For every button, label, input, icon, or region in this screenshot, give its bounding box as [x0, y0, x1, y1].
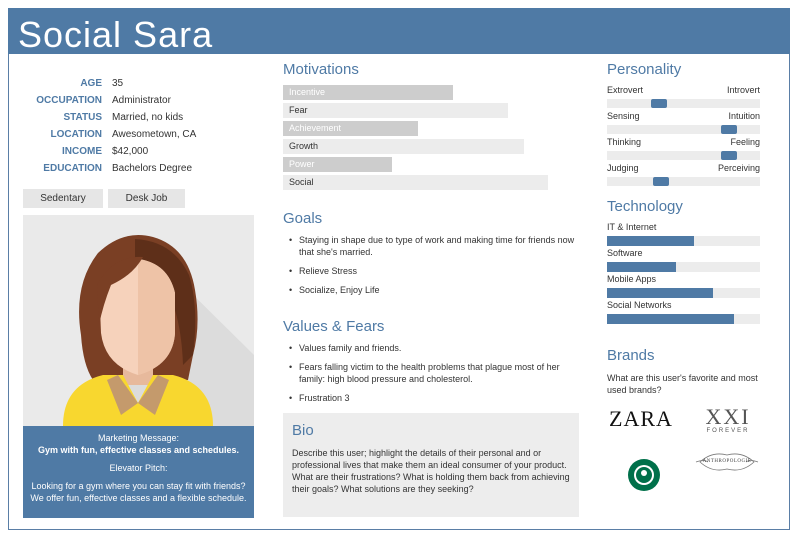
motivation-bar: Growth	[283, 139, 524, 154]
tag-sedentary: Sedentary	[23, 189, 103, 208]
personality-marker	[653, 177, 669, 186]
tag-desk-job: Desk Job	[108, 189, 185, 208]
demographic-key: OCCUPATION	[36, 95, 102, 106]
forever21-logo-wordmark: FOREVER	[706, 428, 750, 434]
technology-track	[607, 236, 760, 246]
personality-right-label: Introvert	[726, 85, 760, 95]
technology-fill	[607, 314, 734, 324]
technology-fill	[607, 288, 713, 298]
value-fear-item: • Values family and friends.	[283, 342, 583, 354]
avatar-illustration	[23, 215, 254, 426]
forever21-logo-numerals: XXI	[705, 404, 751, 429]
technology-fill	[607, 262, 676, 272]
personality-right-label: Intuition	[728, 111, 760, 121]
motivation-bar: Incentive	[283, 85, 453, 100]
demographic-value: Married, no kids	[112, 112, 184, 123]
anthropologie-logo	[692, 449, 762, 475]
demographic-key: AGE	[80, 78, 102, 89]
technology-track	[607, 314, 760, 324]
values-fears-list	[283, 342, 583, 411]
demographic-row	[20, 112, 250, 129]
demographic-row	[20, 129, 250, 146]
personality-track	[607, 177, 760, 186]
personality-left-label: Thinking	[607, 137, 642, 147]
personality-scale	[607, 163, 760, 186]
technology-title: Technology	[607, 198, 683, 215]
personality-left-label: Sensing	[607, 111, 640, 121]
forever21-logo	[698, 406, 758, 434]
motivation-bar: Power	[283, 157, 392, 172]
personality-title: Personality	[607, 61, 682, 78]
pitch-title: Elevator Pitch:	[109, 463, 168, 473]
demographics	[20, 78, 250, 180]
personality-track	[607, 125, 760, 134]
demographic-value: Awesometown, CA	[112, 129, 197, 140]
personality-marker	[721, 125, 737, 134]
personality-marker	[651, 99, 667, 108]
motivation-bar: Fear	[283, 103, 508, 118]
personality-labels	[607, 111, 760, 123]
bio-text: Describe this user; highlight the details of their personal and or professional lives that make them an ideal consumer of your product. What are their frustrations? What is holding them back from achieving their goals? What solutions are they seeking?	[292, 448, 570, 494]
demographic-row	[20, 146, 250, 163]
technology-track	[607, 288, 760, 298]
personality-scale	[607, 111, 760, 134]
personality-right-label: Feeling	[730, 137, 760, 147]
personality-left-label: Judging	[607, 163, 639, 173]
personality-labels	[607, 163, 760, 175]
value-fear-item: • Fears falling victim to the health problems that plague most of her family: high blood pressure and cholesterol.	[283, 361, 583, 385]
technology-fill	[607, 236, 694, 246]
value-fear-item: • Frustration 3	[283, 392, 583, 404]
goal-item: • Relieve Stress	[283, 265, 583, 277]
header-bar	[8, 8, 790, 54]
demographic-key: LOCATION	[50, 129, 102, 140]
motivation-bar: Social	[283, 175, 548, 190]
demographic-value: Bachelors Degree	[112, 163, 193, 174]
bio-panel	[283, 413, 579, 517]
technology-skill	[607, 222, 760, 246]
marketing-title: Marketing Message:	[97, 433, 180, 443]
personality-track	[607, 99, 760, 108]
motivation-bar: Achievement	[283, 121, 418, 136]
technology-label: Mobile Apps	[607, 274, 657, 284]
goals-title: Goals	[283, 210, 323, 227]
motivations-title: Motivations	[283, 61, 359, 78]
starbucks-logo	[627, 458, 661, 497]
demographic-value: $42,000	[112, 146, 149, 157]
goal-item: • Socialize, Enjoy Life	[283, 284, 583, 296]
personality-right-label: Perceiving	[717, 163, 760, 173]
pitch-text: We offer fun, effective classes and a flexible schedule.	[30, 493, 247, 503]
anthropologie-logo-text: ANTHROPOLOGIE	[702, 459, 752, 464]
brands-question: What are this user's favorite and most used brands?	[607, 373, 758, 395]
pitch-text: Looking for a gym where you can stay fit with friends?	[31, 481, 246, 491]
technology-skill	[607, 248, 760, 272]
technology-skill	[607, 274, 760, 298]
demographic-value: 35	[112, 78, 124, 89]
technology-label: IT & Internet	[607, 222, 657, 232]
technology-label: Social Networks	[607, 300, 672, 310]
demographic-row	[20, 78, 250, 95]
values-fears-title: Values & Fears	[283, 318, 385, 335]
demographic-value: Administrator	[112, 95, 171, 106]
goals-list	[283, 234, 583, 303]
zara-logo: ZARA	[609, 406, 673, 431]
demographic-key: INCOME	[62, 146, 102, 157]
marketing-text: Gym with fun, effective classes and schedules.	[37, 445, 240, 455]
marketing-panel	[23, 426, 254, 518]
persona-name: Social Sara	[18, 14, 214, 55]
demographic-row	[20, 95, 250, 112]
technology-track	[607, 262, 760, 272]
personality-scale	[607, 85, 760, 108]
personality-labels	[607, 85, 760, 97]
demographic-row	[20, 163, 250, 180]
personality-scale	[607, 137, 760, 160]
starbucks-logo-mark	[627, 458, 661, 492]
demographic-key: EDUCATION	[43, 163, 102, 174]
technology-skill	[607, 300, 760, 324]
brands-title: Brands	[607, 347, 655, 364]
technology-label: Software	[607, 248, 643, 258]
goal-item: • Staying in shape due to type of work and making time for friends now that she's married.	[283, 234, 583, 258]
avatar	[23, 215, 254, 426]
personality-marker	[721, 151, 737, 160]
personality-track	[607, 151, 760, 160]
bio-title: Bio	[292, 422, 314, 439]
demographic-key: STATUS	[63, 112, 102, 123]
personality-labels	[607, 137, 760, 149]
personality-left-label: Extrovert	[607, 85, 644, 95]
